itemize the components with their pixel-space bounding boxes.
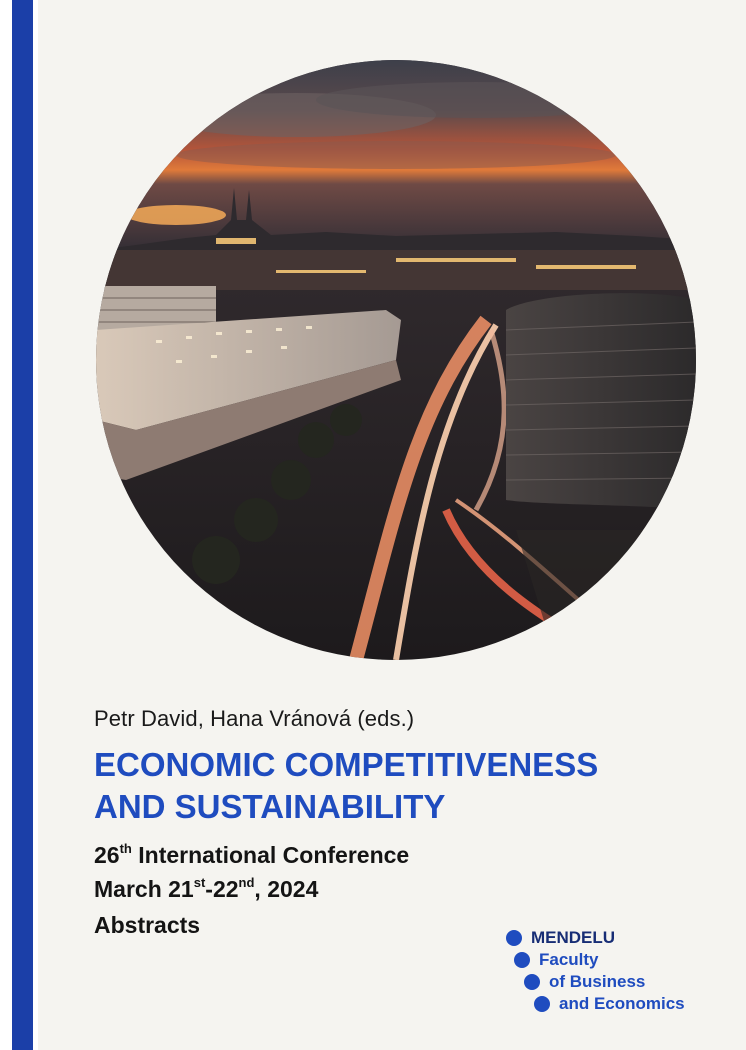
logo-business-text: of Business <box>549 972 646 991</box>
date-end: -22 <box>205 876 239 902</box>
logo-row-economics <box>534 994 685 1014</box>
logo-dot-icon <box>524 974 540 990</box>
date-start: March 21 <box>94 876 194 902</box>
editors-line: Petr David, Hana Vránová (eds.) <box>94 706 415 731</box>
title-line-2: AND SUSTAINABILITY <box>94 788 446 825</box>
conference-name: International Conference <box>131 842 410 868</box>
logo-row-faculty <box>514 950 599 970</box>
logo-economics-text: and Economics <box>559 994 685 1013</box>
cover-photo-brno-night-city <box>96 60 696 660</box>
logo-dot-icon <box>534 996 550 1012</box>
date-year: , 2024 <box>254 876 319 902</box>
date-start-suffix: st <box>193 875 206 890</box>
conference-name-line <box>94 838 409 872</box>
conference-ordinal: 26 <box>94 842 120 868</box>
conference-dates-line <box>94 872 409 906</box>
abstracts-label: Abstracts <box>94 912 201 938</box>
logo-row-mendelu <box>506 928 615 948</box>
logo-dot-icon <box>506 930 522 946</box>
logo-dot-icon <box>514 952 530 968</box>
conference-ordinal-suffix: th <box>119 841 132 856</box>
logo-mendelu-text: MENDELU <box>531 928 616 947</box>
spine-blue-bar <box>12 0 33 1050</box>
conference-info <box>94 838 409 942</box>
date-end-suffix: nd <box>238 875 255 890</box>
logo-faculty-text: Faculty <box>539 950 599 969</box>
logo-row-business <box>524 972 645 992</box>
title-line-1: ECONOMIC COMPETITIVENESS <box>94 746 599 783</box>
book-title <box>94 744 734 828</box>
book-spine <box>0 0 38 1050</box>
